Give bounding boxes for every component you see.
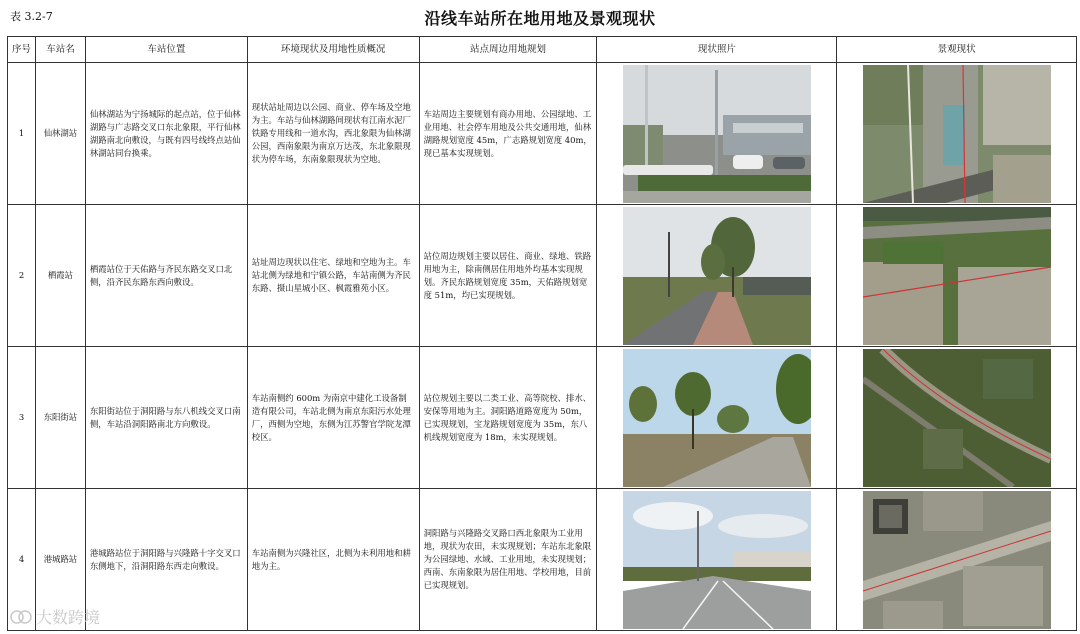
environment-status: 车站南侧为兴隆社区，北侧为未利用地和耕地为主。 bbox=[248, 489, 420, 631]
landscape-cell bbox=[837, 205, 1077, 347]
watermark bbox=[10, 605, 100, 628]
table-row bbox=[7, 347, 1077, 489]
land-use-planning: 车站周边主要规划有商办用地、公园绿地、工业用地、社会停车用地及公共交通用地，仙林湖路规划宽度 45m，广志路规划宽度 40m，现已基本实现规划。 bbox=[420, 63, 598, 205]
table-row bbox=[7, 489, 1077, 631]
landscape-cell bbox=[837, 347, 1077, 489]
row-no: 4 bbox=[8, 489, 36, 631]
photo-cell bbox=[597, 489, 837, 631]
table-header-row bbox=[7, 36, 1077, 63]
station-location: 东阳街站位于洞阳路与东八机线交叉口南侧，车站沿洞阳路南北方向敷设。 bbox=[86, 347, 248, 489]
environment-status: 站址周边现状以住宅、绿地和空地为主。车站北侧为绿地和宁镇公路，车站南侧为齐民东路、摄山星城小区、枫霞雅苑小区。 bbox=[248, 205, 420, 347]
page-title: 沿线车站所在地用地及景观现状 bbox=[424, 9, 656, 28]
watermark-text: 大数跨境 bbox=[36, 608, 101, 627]
street-photo-image bbox=[623, 491, 811, 629]
station-table bbox=[7, 36, 1077, 631]
environment-status: 车站南侧约 600m 为南京中建化工设备制造有限公司，车站北侧为南京东阳污水处理厂，西侧为空地，东侧为江苏警官学院龙潭校区。 bbox=[248, 347, 420, 489]
environment-status: 现状站址周边以公园、商业、停车场及空地为主。车站与仙林湖路间现状有江南水泥厂铁路专用线和一道水沟，西北象限为仙林湖公园，西南象限为南京万达茂，东北象限现状为停车场，东南象限现状为空地。 bbox=[248, 63, 420, 205]
table-row bbox=[7, 205, 1077, 347]
satellite-map-image bbox=[863, 65, 1051, 203]
street-photo-image bbox=[623, 65, 811, 203]
header-environment: 环境现状及用地性质概况 bbox=[248, 36, 420, 63]
land-use-planning: 站位规划主要以二类工业、高等院校、排水、安保等用地为主。洞阳路道路宽度为 50m，已实现规划，宝龙路规划宽度为 35m，东八机线规划宽度为 18m，未实现规划。 bbox=[420, 347, 598, 489]
photo-cell bbox=[597, 347, 837, 489]
satellite-map-image bbox=[863, 349, 1051, 487]
header-photo: 现状照片 bbox=[597, 36, 837, 63]
header-landscape: 景观现状 bbox=[837, 36, 1077, 63]
station-name: 港城路站 bbox=[36, 489, 86, 631]
station-location: 港城路站位于洞阳路与兴隆路十字交叉口东侧地下，沿洞阳路东西走向敷设。 bbox=[86, 489, 248, 631]
station-location: 栖霞站位于天佑路与齐民东路交叉口北侧，沿齐民东路东西向敷设。 bbox=[86, 205, 248, 347]
satellite-map-image bbox=[863, 207, 1051, 345]
table-row bbox=[7, 63, 1077, 205]
row-no: 1 bbox=[8, 63, 36, 205]
photo-cell bbox=[597, 63, 837, 205]
land-use-planning: 洞阳路与兴隆路交叉路口西北象限为工业用地，现状为农田，未实现规划；车站东北象限为公园绿地、水域、工业用地，未实现规划；西南、东南象限为居住用地、学校用地，目前已实现规划。 bbox=[420, 489, 598, 631]
table-number: 表 3.2-7 bbox=[10, 10, 53, 23]
header-no: 序号 bbox=[8, 36, 36, 63]
station-name: 东阳街站 bbox=[36, 347, 86, 489]
satellite-map-image bbox=[863, 491, 1051, 629]
header-station-name: 车站名 bbox=[36, 36, 86, 63]
land-use-planning: 站位周边规划主要以居住、商业、绿地、铁路用地为主，除南侧居住用地外均基本实现规划。齐民东路规划宽度 35m，天佑路规划宽度 51m，均已实现规划。 bbox=[420, 205, 598, 347]
header-location: 车站位置 bbox=[86, 36, 248, 63]
station-location: 仙林湖站为宁扬城际的起点站，位于仙林湖路与广志路交叉口东北象限，平行仙林湖路南北向敷设，与既有四号线终点站仙林湖站同台换乘。 bbox=[86, 63, 248, 205]
row-no: 2 bbox=[8, 205, 36, 347]
photo-cell bbox=[597, 205, 837, 347]
street-photo-image bbox=[623, 349, 811, 487]
header-planning: 站点周边用地规划 bbox=[420, 36, 598, 63]
landscape-cell bbox=[837, 63, 1077, 205]
station-name: 仙林湖站 bbox=[36, 63, 86, 205]
row-no: 3 bbox=[8, 347, 36, 489]
street-photo-image bbox=[623, 207, 811, 345]
watermark-logo-icon bbox=[10, 608, 32, 626]
landscape-cell bbox=[837, 489, 1077, 631]
station-name: 栖霞站 bbox=[36, 205, 86, 347]
